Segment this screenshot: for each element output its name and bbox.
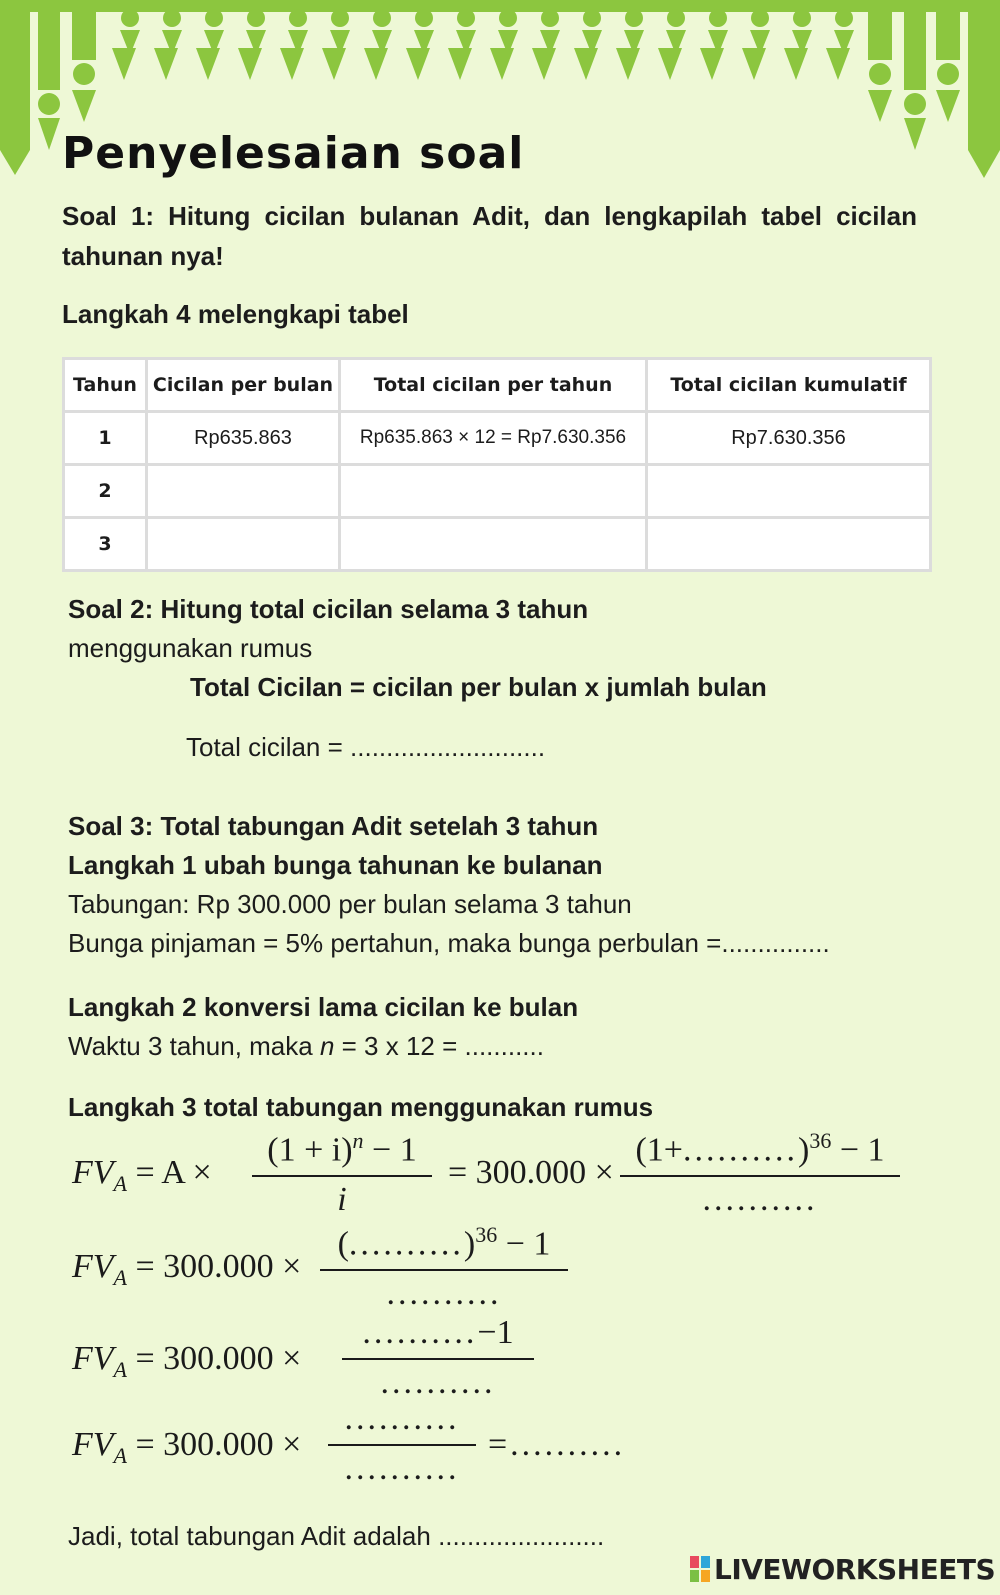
eq1-lhs: $FV_A = A$ × — [72, 1154, 212, 1196]
col-header-cumulative: Total cicilan kumulatif — [647, 359, 931, 412]
step-3-heading: Langkah 3 total tabungan menggunakan rumus — [68, 1092, 654, 1122]
liveworksheets-logo[interactable]: LIVEWORKSHEETS — [690, 1553, 995, 1586]
cell-year: 3 — [64, 518, 147, 571]
cell-year: 1 — [64, 412, 147, 465]
table-row — [64, 465, 931, 518]
step-2-prefix: Waktu 3 tahun, maka — [68, 1031, 320, 1061]
cell-cumulative[interactable] — [647, 465, 931, 518]
cell-monthly[interactable] — [147, 518, 340, 571]
liveworksheets-logo-icon — [690, 1556, 710, 1582]
table-header-row — [64, 359, 931, 412]
eq3-lhs: $FV_A = 300.000$ × — [72, 1340, 302, 1382]
cell-yearly-total: Rp635.863 × 12 = Rp7.630.356 — [340, 412, 647, 465]
conclusion-blank[interactable]: Jadi, total tabungan Adit adalah ....................... — [68, 1521, 605, 1551]
step-2-var-n: n — [319, 1031, 335, 1061]
eq1-coef: = 300.000 × — [448, 1154, 614, 1191]
cell-year: 2 — [64, 465, 147, 518]
step-2-suffix: = 3 x 12 = ........... — [334, 1031, 544, 1061]
cell-monthly: Rp635.863 — [147, 412, 340, 465]
step-1-interest-blank[interactable]: Bunga pinjaman = 5% pertahun, maka bunga perbulan =............... — [68, 928, 830, 958]
question-2-subtext: menggunakan rumus — [68, 633, 313, 663]
eq2-lhs: $FV_A = 300.000$ × — [72, 1248, 302, 1290]
col-header-yearly-total: Total cicilan per tahun — [340, 359, 647, 412]
col-header-year: Tahun — [64, 359, 147, 412]
eq4-result-blank[interactable]: =.......... — [488, 1426, 626, 1463]
step-1-savings: Tabungan: Rp 300.000 per bulan selama 3 tahun — [68, 889, 632, 919]
question-1: Soal 1: Hitung cicilan bulanan Adit, dan lengkapilah tabel cicilan tahunan nya! — [62, 201, 917, 271]
cell-yearly-total[interactable] — [340, 465, 647, 518]
question-2-heading: Soal 2: Hitung total cicilan selama 3 tahun — [68, 594, 589, 624]
table-row — [64, 518, 931, 571]
eq3-fraction-blank[interactable]: ..........−1 .......... — [342, 1314, 534, 1402]
question-2-formula: Total Cicilan = cicilan per bulan x jumlah bulan — [190, 672, 767, 702]
step-2-heading: Langkah 2 konversi lama cicilan ke bulan — [68, 992, 579, 1022]
question-2-answer-blank[interactable]: Total cicilan = ........................... — [186, 732, 546, 762]
cell-yearly-total[interactable] — [340, 518, 647, 571]
page-title: Penyelesaian soal — [62, 128, 525, 179]
cell-monthly[interactable] — [147, 465, 340, 518]
cell-cumulative: Rp7.630.356 — [647, 412, 931, 465]
eq2-fraction-blank[interactable]: (..........)$^{36}$ − 1 .......... — [320, 1222, 568, 1313]
step-2-months-blank[interactable] — [68, 1026, 544, 1066]
eq1-fraction-blank[interactable]: $(1+..........)^{36} - 1$ .......... — [620, 1128, 900, 1219]
eq1-fraction: $\frac{(1 + i)^n - 1}{i}$ — [252, 1128, 432, 1219]
step-4-heading: Langkah 4 melengkapi tabel — [62, 299, 409, 329]
table-row — [64, 412, 931, 465]
col-header-monthly: Cicilan per bulan — [147, 359, 340, 412]
cell-cumulative[interactable] — [647, 518, 931, 571]
eq4-fraction-blank[interactable]: .......... .......... — [328, 1400, 476, 1488]
installment-table — [62, 357, 932, 572]
question-3-heading: Soal 3: Total tabungan Adit setelah 3 tahun — [68, 811, 599, 841]
eq4-lhs: $FV_A = 300.000$ × — [72, 1426, 302, 1468]
step-1-heading: Langkah 1 ubah bunga tahunan ke bulanan — [68, 850, 603, 880]
